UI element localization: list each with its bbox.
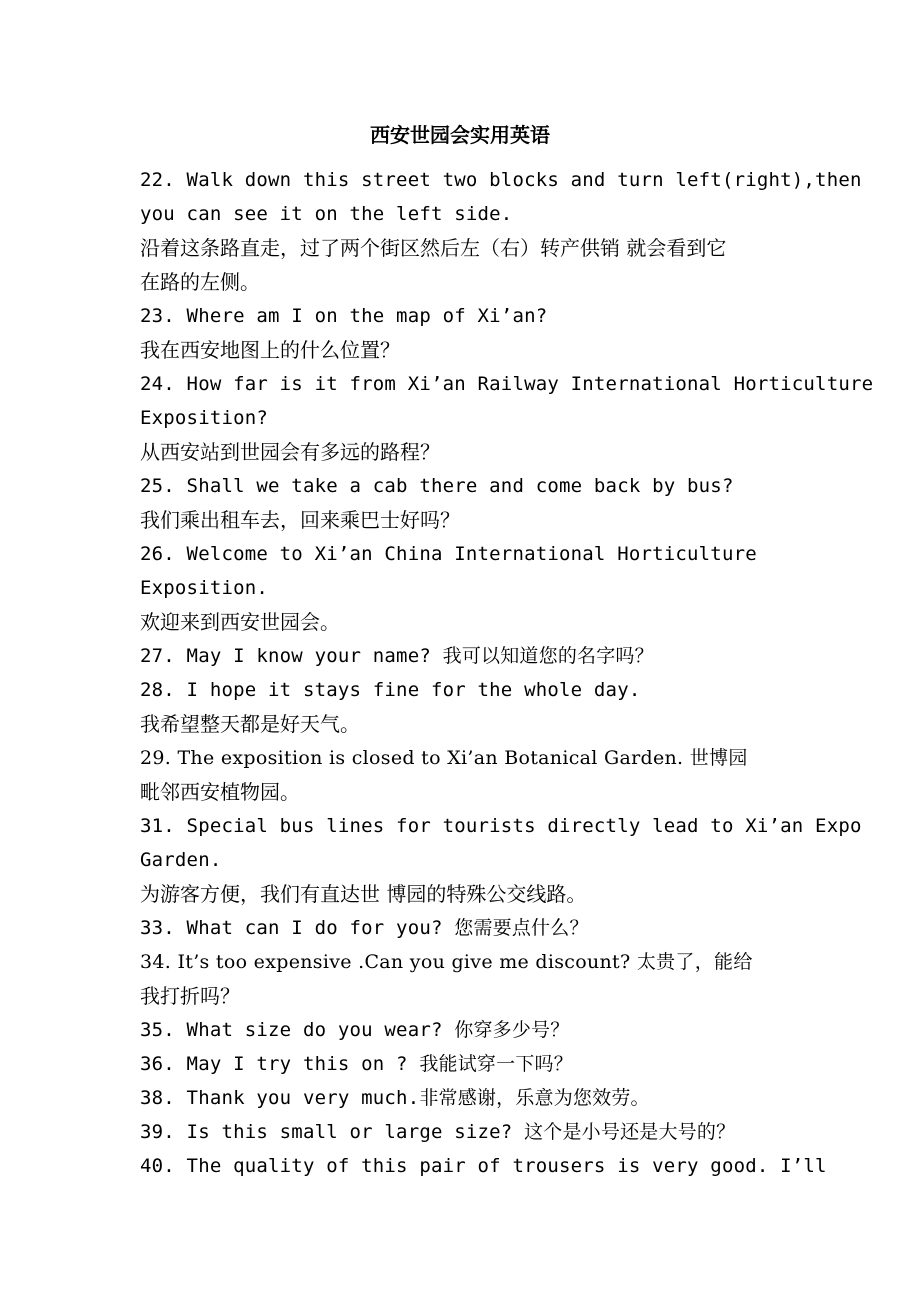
text-line: 24. How far is it from Xi’an Railway International Horticulture	[140, 373, 874, 395]
text-line: 31. Special bus lines for tourists directly lead to Xi’an Expo	[140, 815, 862, 837]
document-body	[140, 163, 874, 1183]
document-title: 西安世园会实用英语	[370, 123, 550, 147]
text-line: 从西安站到世园会有多远的路程？	[140, 440, 440, 464]
text-line: 36. May I try this on ? 我能试穿一下吗？	[140, 1053, 573, 1075]
text-line: 在路的左侧。	[140, 270, 260, 294]
text-line: 28. I hope it stays fine for the whole day.	[140, 679, 641, 701]
text-line: 毗邻西安植物园。	[140, 780, 300, 804]
text-line: 34. It’s too expensive .Can you give me discount? 太贵了，能给	[140, 951, 753, 973]
text-line: Exposition?	[140, 407, 269, 429]
text-line: 38. Thank you very much.非常感谢，乐意为您效劳。	[140, 1087, 650, 1109]
text-line: 35. What size do you wear? 你穿多少号？	[140, 1019, 570, 1041]
text-line: 39. Is this small or large size? 这个是小号还是大号的？	[140, 1121, 736, 1143]
text-line: 40. The quality of this pair of trousers is very good. I’ll	[140, 1155, 827, 1177]
text-line: 25. Shall we take a cab there and come back by bus?	[140, 475, 734, 497]
text-line: Garden.	[140, 849, 222, 871]
text-line: 我们乘出租车去，回来乘巴士好吗？	[140, 508, 460, 532]
text-line: 我打折吗？	[140, 984, 240, 1008]
text-line: Exposition.	[140, 577, 269, 599]
text-line: 为游客方便，我们有直达世 博园的特殊公交线路。	[140, 882, 587, 906]
text-line: 我在西安地图上的什么位置？	[140, 338, 400, 362]
text-line: 欢迎来到西安世园会。	[140, 610, 340, 634]
text-line: 23. Where am I on the map of Xi’an?	[140, 305, 548, 327]
text-line: 沿着这条路直走，过了两个街区然后左（右）转产供销 就会看到它	[140, 236, 727, 260]
text-line: 27. May I know your name? 我可以知道您的名字吗？	[140, 645, 654, 667]
text-line: 29. The exposition is closed to Xi’an Botanical Garden. 世博园	[140, 747, 748, 769]
text-line: 33. What can I do for you? 您需要点什么？	[140, 917, 589, 939]
text-line: 22. Walk down this street two blocks and turn left(right),then	[140, 169, 862, 191]
text-line: you can see it on the left side.	[140, 203, 513, 225]
text-line: 26. Welcome to Xi’an China International Horticulture	[140, 543, 757, 565]
text-line: 我希望整天都是好天气。	[140, 712, 360, 736]
